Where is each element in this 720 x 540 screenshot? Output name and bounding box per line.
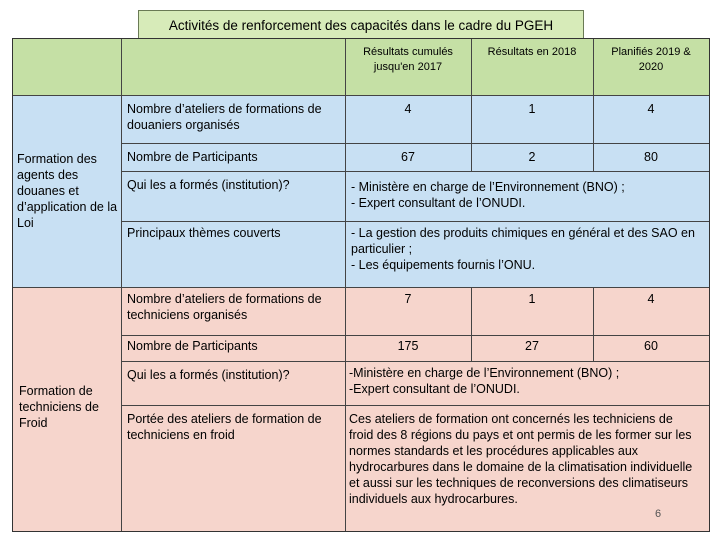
s2-ateliers-2018: 1 [471, 287, 593, 335]
grid-line [121, 221, 709, 222]
page-number: 6 [655, 508, 662, 520]
grid-line [121, 335, 709, 336]
header-empty-1 [13, 39, 121, 95]
grid-line [121, 39, 122, 531]
s2-participants-2018: 27 [471, 335, 593, 361]
s1-qui-text: - Ministère en charge de l’Environnement (BNO) ; - Expert consultant de l’ONUDI. [345, 171, 709, 221]
s1-qui-label: Qui les a formés (institution)? [121, 171, 345, 221]
grid-line [13, 95, 709, 96]
s1-ateliers-2017: 4 [345, 95, 471, 143]
grid-line [121, 171, 709, 172]
s1-ateliers-label: Nombre d’ateliers de formations de douaniers organisés [121, 95, 345, 143]
header-col-2020: Planifiés 2019 & 2020 [593, 39, 709, 95]
s2-portee-text: Ces ateliers de formation ont concernés les techniciens de froid des 8 régions du pays et ont permis de les former sur les normes standards et les procédures applicables aux hydrocarbures dans le domaine de la climatisation individuelle et aussi sur les techniques de reconversions des climatiseurs individuels aux hydrocarbures. [345, 405, 709, 531]
s1-themes-text: - La gestion des produits chimiques en général et des SAO en particulier ; - Les équipements fournis l’ONU. [345, 221, 709, 287]
s1-ateliers-2020: 4 [593, 95, 709, 143]
header-col-2018: Résultats en 2018 [471, 39, 593, 95]
s1-themes-label: Principaux thèmes couverts [121, 221, 345, 287]
s2-ateliers-2017: 7 [345, 287, 471, 335]
grid-line [121, 405, 709, 406]
grid-line [593, 287, 594, 361]
section2-label: Formation de techniciens de Froid [13, 287, 121, 531]
header-empty-2 [121, 39, 345, 95]
s1-participants-2020: 80 [593, 143, 709, 171]
s2-ateliers-2020: 4 [593, 287, 709, 335]
s1-participants-2018: 2 [471, 143, 593, 171]
s2-participants-label: Nombre de Participants [121, 335, 345, 361]
grid-line [471, 39, 472, 171]
s1-participants-2017: 67 [345, 143, 471, 171]
grid-line [593, 39, 594, 171]
s2-participants-2017: 175 [345, 335, 471, 361]
capacity-table [12, 38, 710, 532]
s2-portee-label: Portée des ateliers de formation de techniciens en froid [121, 405, 345, 531]
grid-line [121, 361, 709, 362]
section1-label: Formation des agents des douanes et d’application de la Loi [13, 95, 121, 287]
s2-qui-text: -Ministère en charge de l’Environnement (BNO) ; -Expert consultant de l’ONUDI. [345, 361, 709, 405]
grid-line [121, 143, 709, 144]
header-col-2017: Résultats cumulés jusqu'en 2017 [345, 39, 471, 95]
grid-line [345, 39, 346, 531]
grid-line [471, 287, 472, 361]
s2-qui-label: Qui les a formés (institution)? [121, 361, 345, 405]
s1-participants-label: Nombre de Participants [121, 143, 345, 171]
table-title-text: Activités de renforcement des capacités dans le cadre du PGEH [168, 17, 554, 33]
s1-ateliers-2018: 1 [471, 95, 593, 143]
s2-ateliers-label: Nombre d’ateliers de formations de techniciens organisés [121, 287, 345, 335]
s2-participants-2020: 60 [593, 335, 709, 361]
grid-line [13, 287, 709, 288]
table-title [138, 10, 584, 40]
